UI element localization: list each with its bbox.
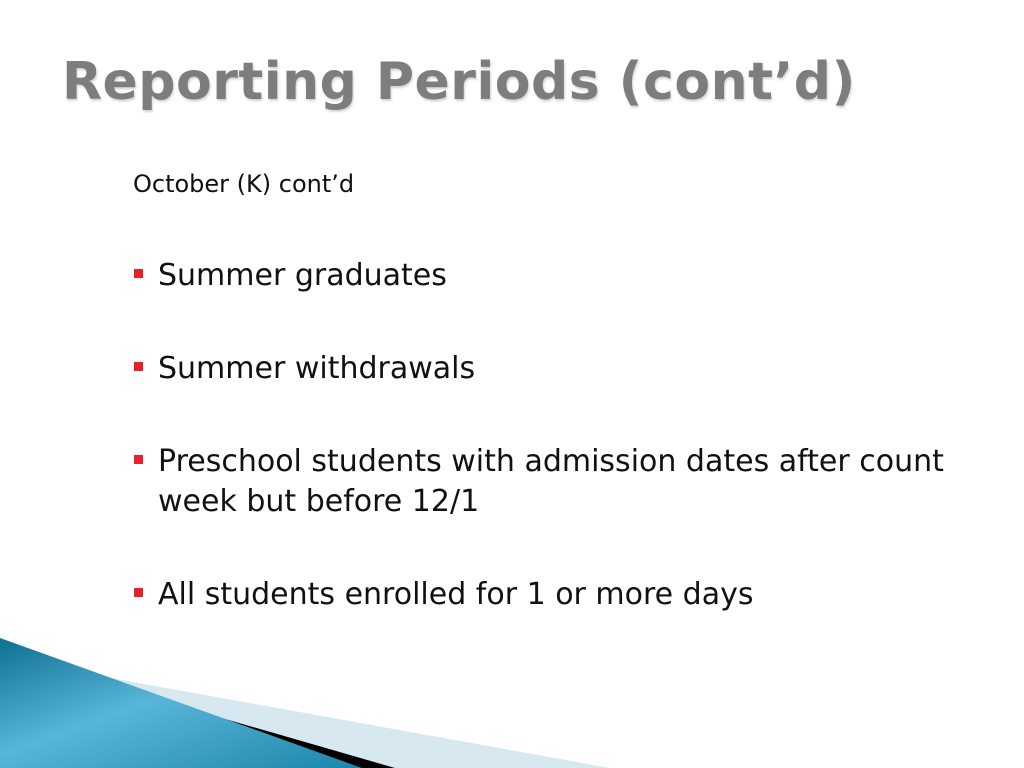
bullet-item (133, 349, 953, 389)
bullet-item (133, 442, 953, 522)
bullet-text: Summer graduates (158, 258, 447, 293)
bullet-text: Summer withdrawals (158, 351, 476, 386)
slide-title: Reporting Periods (cont’d) (62, 52, 856, 112)
slide-subheading: October (K) cont’d (133, 170, 355, 198)
bullet-item (133, 575, 953, 615)
bullet-square-icon (134, 362, 143, 371)
bullet-square-icon (134, 588, 143, 597)
bullet-item (133, 256, 953, 296)
bullet-list (133, 256, 953, 668)
bullet-square-icon (134, 269, 143, 278)
decorative-swoosh (0, 638, 1024, 768)
bullet-text: Preschool students with admission dates after count week but before 12/1 (158, 444, 944, 519)
bullet-text: All students enrolled for 1 or more days (158, 577, 754, 612)
bullet-square-icon (134, 455, 143, 464)
